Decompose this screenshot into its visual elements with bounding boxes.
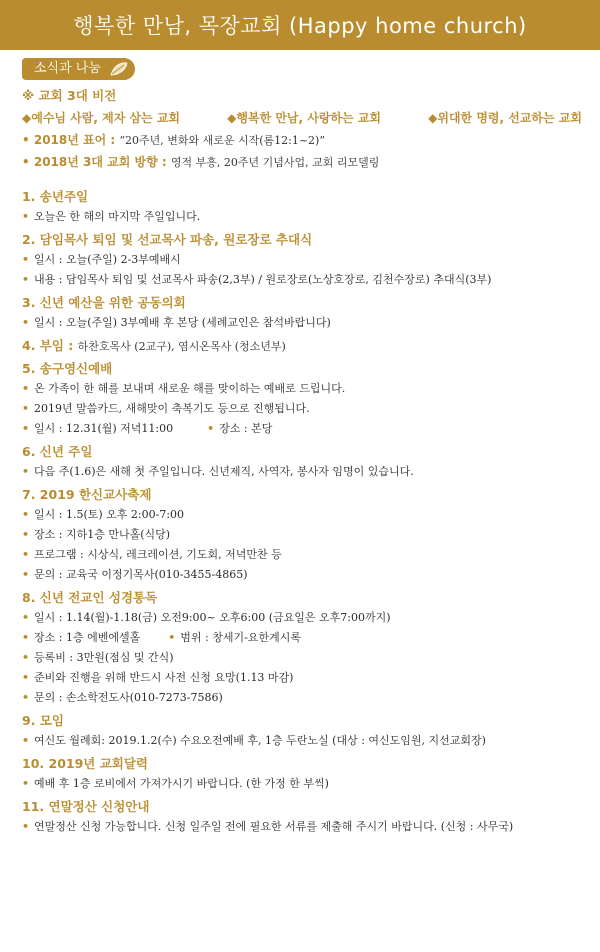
section-title: 3. 신년 예산을 위한 공동의회 xyxy=(22,295,186,310)
list-item: • 일시 : 오늘(주일) 3부예배 후 본당 (세례교인은 참석바랍니다) xyxy=(22,316,331,329)
news-badge-label: 소식과 나눔 xyxy=(34,61,101,76)
list-item: • 내용 : 담임목사 퇴임 및 선교목사 파송(2,3부) / 원로장로(노상호장로, 김천수장로) 추대식(3부) xyxy=(22,273,492,286)
direction-label: • 2018년 3대 교회 방향 : xyxy=(22,155,171,169)
list-item: • 문의 : 손소학전도사(010-7273-7586) xyxy=(22,691,223,704)
list-item: • 다음 주(1.6)은 새해 첫 주일입니다. 신년제직, 사역자, 봉사자 임명이 있습니다. xyxy=(22,465,414,478)
news-content xyxy=(22,85,582,837)
section-title: 2. 담임목사 퇴임 및 선교목사 파송, 원로장로 추대식 xyxy=(22,232,313,247)
list-item: • 등록비 : 3만원(점심 및 간식) xyxy=(22,651,174,664)
section-title: 5. 송구영신예배 xyxy=(22,361,113,376)
list-item: • 일시 : 12.31(월) 저녁11:00 • 장소 : 본당 xyxy=(22,422,273,435)
section-title: 4. 부임 : 하찬호목사 (2교구), 염시온목사 (청소년부) xyxy=(22,338,286,353)
section-title-extra: 하찬호목사 (2교구), 염시온목사 (청소년부) xyxy=(77,340,286,353)
direction-line xyxy=(22,151,582,173)
motto-line xyxy=(22,129,582,151)
section-title: 10. 2019년 교회달력 xyxy=(22,756,149,771)
list-item: • 프로그램 : 시상식, 레크레이션, 기도회, 저녁만찬 등 xyxy=(22,548,282,561)
section-title: 11. 연말정산 신청안내 xyxy=(22,799,150,814)
list-item: • 오늘은 한 해의 마지막 주일입니다. xyxy=(22,210,201,223)
list-item: • 문의 : 교육국 이정기목사(010-3455-4865) xyxy=(22,568,248,581)
list-item: • 일시 : 1.5(토) 오후 2:00-7:00 xyxy=(22,508,185,521)
list-item: • 일시 : 1.14(월)-1.18(금) 오전9:00~ 오후6:00 (금요일은 오후7:00까지) xyxy=(22,611,391,624)
vision-list xyxy=(22,107,582,129)
news-badge xyxy=(22,58,135,80)
list-item: • 일시 : 오늘(주일) 2-3부예배시 xyxy=(22,253,181,266)
section-title: 8. 신년 전교인 성경통독 xyxy=(22,590,158,605)
page-header xyxy=(0,0,600,50)
direction-text: 영적 부흥, 20주년 기념사업, 교회 리모델링 xyxy=(170,156,380,169)
vision-item: ◆행복한 만남, 사랑하는 교회 xyxy=(227,111,381,125)
list-item: • 예배 후 1층 로비에서 가져가시기 바랍니다. (한 가정 한 부씩) xyxy=(22,777,329,790)
section-badge-row xyxy=(22,57,135,81)
list-item: • 장소 : 1층 에벤에셀홀 • 범위 : 창세기-요한계시록 xyxy=(22,631,301,644)
page-title: 행복한 만남, 목장교회 (Happy home church) xyxy=(73,14,527,38)
section-title: 1. 송년주일 xyxy=(22,189,89,204)
list-item: • 장소 : 지하1층 만나홀(식당) xyxy=(22,528,171,541)
motto-text: “20주년, 변화와 새로운 시작(롬12:1~2)” xyxy=(119,134,325,147)
list-item: • 여신도 월례회: 2019.1.2(수) 수요오전예배 후, 1층 두란노실 (대상 : 여신도임원, 지선교회장) xyxy=(22,734,486,747)
list-item: • 온 가족이 한 해를 보내며 새로운 해를 맞이하는 예배로 드립니다. xyxy=(22,382,346,395)
list-item: • 준비와 진행을 위해 반드시 사전 신청 요망(1.13 마감) xyxy=(22,671,294,684)
motto-label: • 2018년 표어 : xyxy=(22,133,120,147)
vision-item: ◆위대한 명령, 선교하는 교회 xyxy=(428,111,582,125)
section-title: 9. 모임 xyxy=(22,713,64,728)
list-item: • 연말정산 신청 가능합니다. 신청 일주일 전에 필요한 서류를 제출해 주시기 바랍니다. (신청 : 사무국) xyxy=(22,820,514,833)
leaf-icon xyxy=(109,60,129,78)
list-item: • 2019년 말씀카드, 새해맞이 축복기도 등으로 진행됩니다. xyxy=(22,402,310,415)
vision-item: ◆예수님 사람, 제자 삼는 교회 xyxy=(22,111,181,125)
vision-title: ※ 교회 3대 비전 xyxy=(22,88,117,103)
section-title: 7. 2019 한신교사축제 xyxy=(22,487,152,502)
section-title: 6. 신년 주일 xyxy=(22,444,93,459)
